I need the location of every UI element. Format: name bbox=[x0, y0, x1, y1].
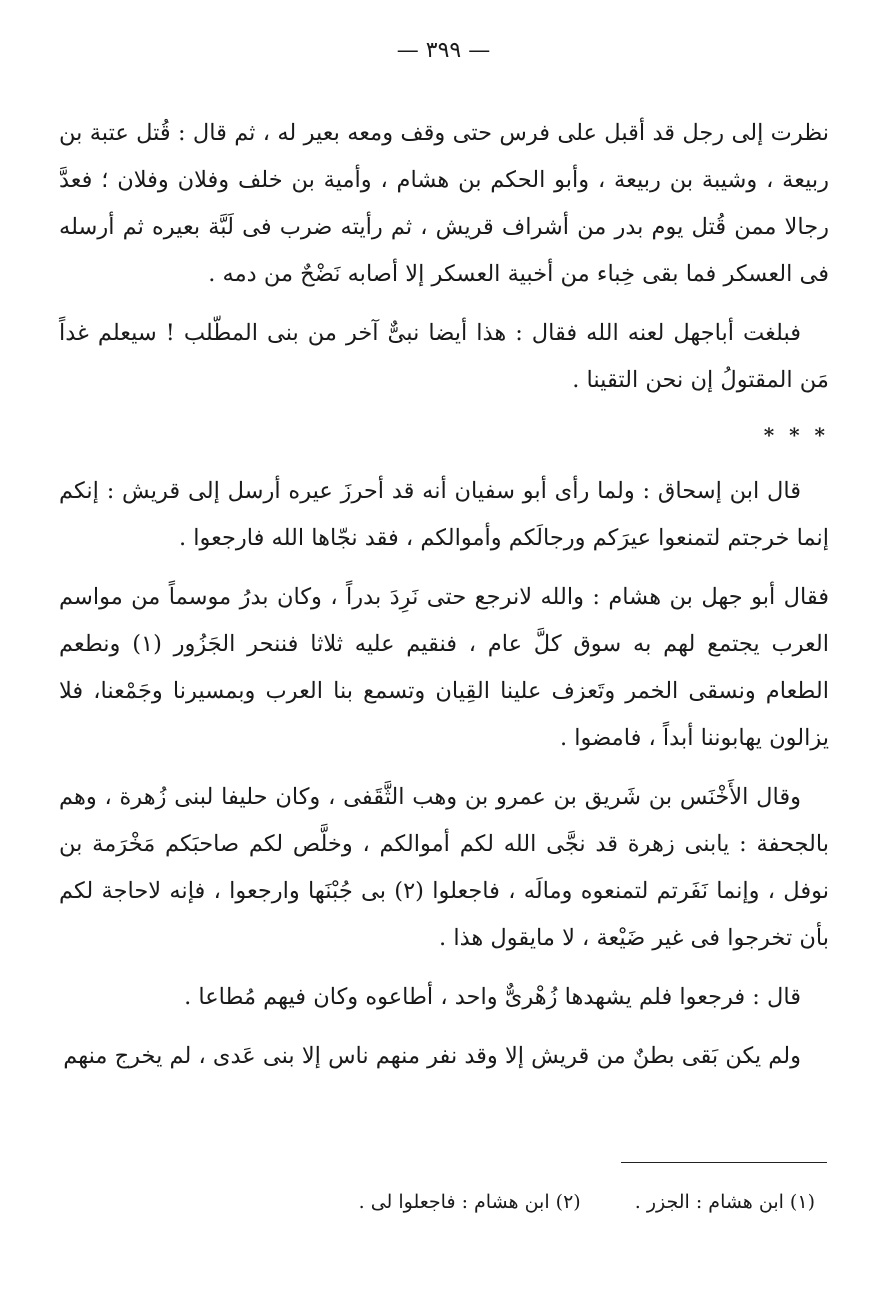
paragraph-4: فقال أبو جهل بن هشام : والله لانرجع حتى نَرِدَ بدراً ، وكان بدرُ موسماً من مواسم العرب يجتمع لهم به سوق كلَّ عام ، فنقيم عليه ثلاثا فننحر الجَزُور (١) ونطعم الطعام ونسقى الخمر وتَعزف علينا القِيان وتسمع بنا العرب وبمسيرنا وجَمْعنا، فلا يزالون يهابوننا أبداً ، فامضوا . bbox=[59, 584, 830, 751]
paragraph-6: قال : فرجعوا فلم يشهدها زُهْرىٌّ واحد ، أطاعوه وكان فيهم مُطاعا . bbox=[184, 984, 801, 1010]
footnotes bbox=[311, 1188, 815, 1216]
footnote-rule bbox=[621, 1162, 827, 1163]
paragraph-1: نظرت إلى رجل قد أقبل على فرس حتى وقف ومعه بعير له ، ثم قال : قُتل عتبة بن ربيعة ، وشيبة بن ربيعة ، وأبو الحكم بن هشام ، وأمية بن خلف وفلان وفلان ؛ فعدَّ رجالا ممن قُتل يوم بدر من أشراف قريش ، ثم رأيته ضرب فى لَبَّة بعيره ثم أرسله فى العسكر فما بقى خِباء من أخبية العسكر إلا أصابه نَضْحٌ من دمه . bbox=[59, 120, 829, 287]
paragraph-3: قال ابن إسحاق : ولما رأى أبو سفيان أنه قد أحرزَ عيره أرسل إلى قريش : إنكم إنما خرجتم لتمنعوا عيرَكم ورجالَكم وأموالكم ، فقد نجّاها الله فارجعوا . bbox=[59, 478, 829, 551]
page-number: — ٣٩٩ — bbox=[396, 38, 491, 63]
paragraph-5: وقال الأَخْنَس بن شَريق بن عمرو بن وهب الثَّقَفى ، وكان حليفا لبنى زُهرة ، وهم بالجحفة : يابنى زهرة قد نجَّى الله لكم أموالكم ، وخلَّص لكم صاحبَكم مَخْرَمة بن نوفل ، وإنما نَفَرتم لتمنعوه ومالَه ، فاجعلوا (٢) بى جُبْنَها وارجعوا ، فإنه لاحاجة لكم بأن تخرجوا فى غير ضَيْعة ، لا مايقول هذا . bbox=[59, 784, 829, 951]
footnote-1: (١) ابن هشام : الجزر . bbox=[634, 1191, 815, 1213]
paragraph-7: ولم يكن بَقى بطنٌ من قريش إلا وقد نفر منهم ناس إلا بنى عَدى ، لم يخرج منهم bbox=[63, 1043, 801, 1069]
body-text bbox=[59, 110, 829, 1092]
paragraph-2: فبلغت أباجهل لعنه الله فقال : هذا أيضا نبىٌّ آخر من بنى المطّلب ! سيعلم غداً مَن المقتولُ إن نحن التقينا . bbox=[59, 320, 829, 393]
footnote-2: (٢) ابن هشام : فاجعلوا لى . bbox=[358, 1191, 581, 1213]
section-separator: * * * bbox=[763, 423, 829, 447]
